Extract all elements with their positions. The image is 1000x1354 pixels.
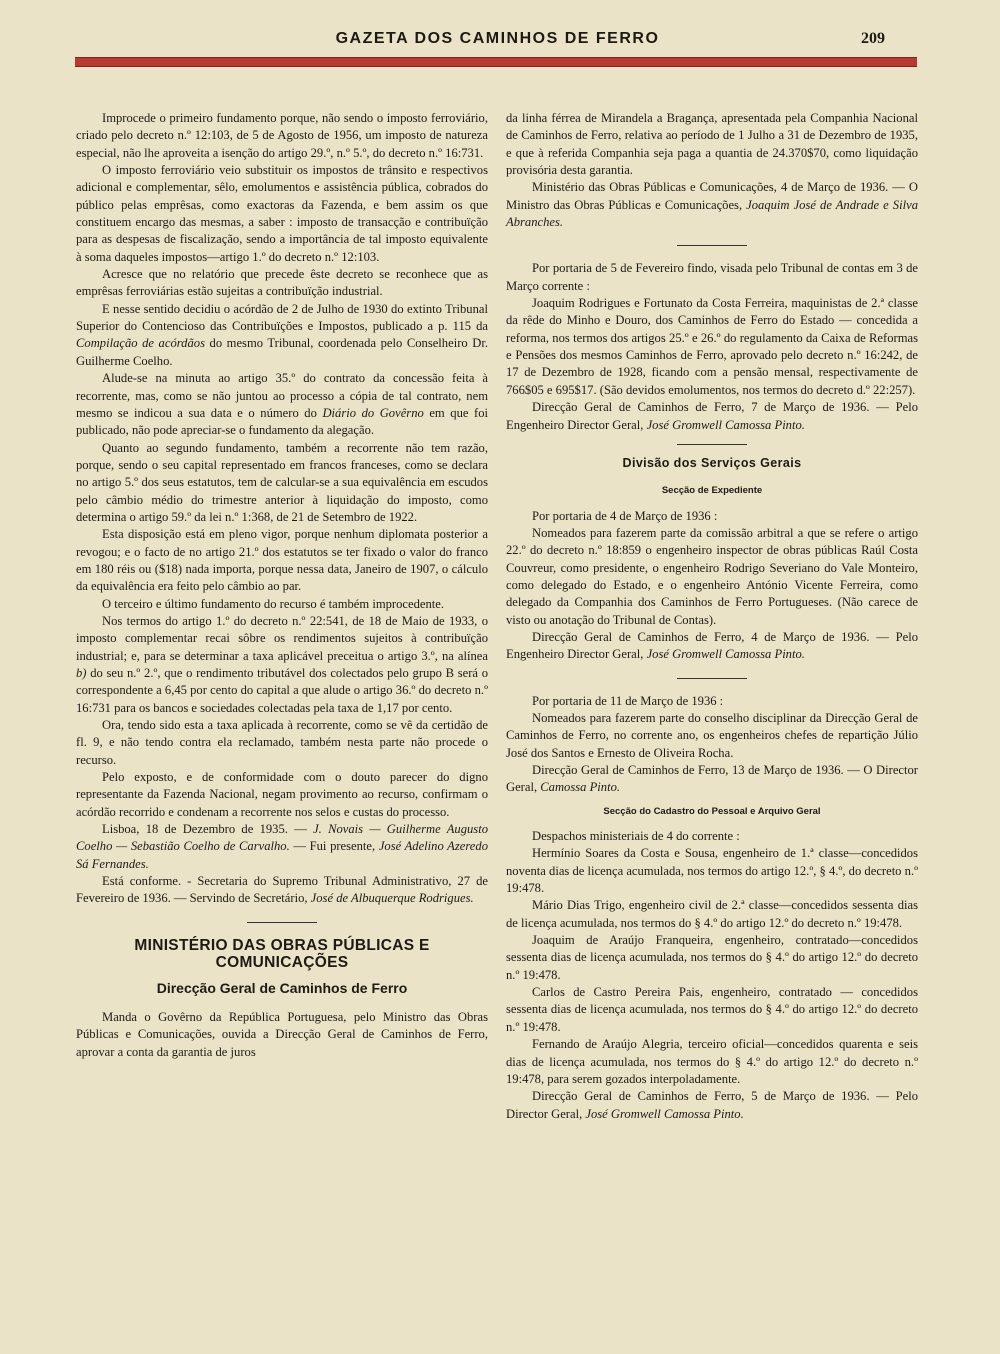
italic-text: b) [76,666,87,680]
separator-rule [677,678,747,679]
signatory: Camossa Pinto. [540,780,621,795]
paragraph: da linha férrea de Mirandela a Bragança, apresentada pela Companhia Nacional de Caminhos de Ferro, relativa ao período de 1 Julho a 31 de Dezembro de 1935, e que à referida Companhia seja paga a quantia de 24.370$70, como liquidação provisória desta garantia. [506,111,918,178]
paragraph: Manda o Govêrno da República Portuguesa, pelo Ministro das Obras Públicas e Comunicações, ouvida a Direcção Geral de Caminhos de Ferro, aprovar a conta da garantia de juros [76,1009,488,1059]
paragraph [506,762,918,797]
publication-reference: Diário do Govêrno [322,405,424,420]
text-run: Alude-se na minuta ao artigo 35.º do contrato da concessão feita à recorrente, mas, como se não juntou ao processo a cópia de tal contrato, nem mesmo se indicou a sua data e o número do [76,371,488,420]
text-run: Ministério das Obras Públicas e Comunicações, 4 de Março de 1936. — O Ministro das Obras Públicas e Comunicações, [506,180,918,212]
signatories: J. Novais — Guilherme Augusto Coelho — Sebastião Coelho de Carvalho. [76,822,488,854]
paragraph: Por portaria de 11 de Março de 1936 : [532,693,724,708]
paragraph [506,179,918,231]
paragraph: Improcede o primeiro fundamento porque, não sendo o imposto ferroviário, criado pelo decreto n.º 12:103, de 5 de Agosto de 1956, um imposto de natureza especial, não lhe aproveita a isenção do artigo 29.º, n.º 5.º, do decreto n.º 16:731. [76,111,488,160]
separator-rule [677,444,747,445]
paragraph: O imposto ferroviário veio substituir os impostos de trânsito e respectivos adicional e complementar, sêlo, emolumentos e assistência pública, cobrados do público pelas emprêsas, como exactoras da Fazenda, e bem assim os que constituem encargo das mesmas, a saber : imposto de transacção e contribuïção para as despesas de fiscalização, sendo a importância de tal imposto equivalente à soma daqueles impostos—artigo 1.º do decreto n.º 12:103. [76,163,488,264]
paragraph [506,399,918,434]
paragraph [506,1088,918,1123]
section-heading: Secção do Cadastro do Pessoal e Arquivo Geral [603,805,821,817]
division-heading: Divisão dos Serviços Gerais [622,455,802,470]
text-run: do mesmo Tribunal, coordenada pelo Conselheiro Dr. Guilherme Coelho. [76,336,488,368]
header-rule [75,57,917,67]
paragraph: Hermínio Soares da Costa e Sousa, engenheiro de 1.ª classe—concedidos noventa dias de licença acumulada, nos termos do artigo 12.º, § 4.º, do decreto n.º 19:478. [506,846,918,896]
paragraph [506,629,918,664]
signatory: José Gromwell Camossa Pinto. [646,647,805,662]
paragraph: Fernando de Araújo Alegria, terceiro oficial—concedidos quarenta e seis dias de licença acumulada, nos termos do § 4.º do artigo 12.º do decreto n.º 19:478, para serem gozados interpoladamente. [506,1037,918,1086]
paragraph: Carlos de Castro Pereira Pais, engenheiro, contratado — concedidos sessenta dias de licença acumulada, nos termos do § 4.º do artigo 12.º do decreto n.º 19:478. [506,985,918,1034]
signatory: José Gromwell Camossa Pinto. [585,1106,744,1121]
publication-title: GAZETA DOS CAMINHOS DE FERRO [335,30,660,47]
signatory: José de Albuquerque Rodrigues. [310,891,474,906]
ministry-heading: MINISTÉRIO DAS OBRAS PÚBLICAS E COMUNICAÇÕES [134,936,430,972]
paragraph: Por portaria de 4 de Março de 1936 : [532,508,718,523]
paragraph: Acresce que no relatório que precede êste decreto se reconhece que as emprêsas ferroviárias estão sujeitas a contribuïção industrial. [76,267,488,299]
paragraph [76,301,488,370]
paragraph: Por portaria de 5 de Fevereiro findo, visada pelo Tribunal de contas em 3 de Março corrente : [506,261,918,293]
direction-heading: Direcção Geral de Caminhos de Ferro [156,979,408,996]
text-run: Está conforme. - Secretaria do Supremo Tribunal Administrativo, 27 de Fevereiro de 1936. — Servindo de Secretário, [76,874,488,906]
text-run: Direcção Geral de Caminhos de Ferro, 13 de Março de 1936. — O Director Geral, [506,763,918,795]
paragraph: Mário Dias Trigo, engenheiro civil de 2.ª classe—concedidos sessenta dias de licença acumulada, nos termos do § 4.º do artigo 12.º do decreto n.º 19:478. [506,898,918,930]
text-run: Lisboa, 18 de Dezembro de 1935. — [102,822,314,837]
paragraph: Pelo exposto, e de conformidade com o douto parecer do digno representante da Fazenda Nacional, negam provimento ao recurso, confirmam o acórdão recorrido e condenam a recorrente nos selos e custas do processo. [76,770,488,819]
paragraph [76,370,488,439]
paragraph [76,821,488,873]
paragraph: Ora, tendo sido esta a taxa aplicada à recorrente, como se vê da certidão de fl. 9, e não tendo contra ela reclamado, também nesta parte não procede o recurso. [76,718,488,767]
text-run: Direcção Geral de Caminhos de Ferro, 7 de Março de 1936. — Pelo Engenheiro Director Geral, [506,400,918,432]
text-run: em que foi publicado, não pode apreciar-se o fundamento da alegação. [76,405,489,438]
separator-rule [677,245,747,246]
masthead [75,30,920,52]
paragraph: O terceiro e último fundamento do recurso é também improcedente. [102,596,445,611]
text-run: — Fui presente, [289,839,379,854]
paragraph: Joaquim Rodrigues e Fortunato da Costa Ferreira, maquinistas de 2.ª classe da rêde do Minho e Douro, dos Caminhos de Ferro do Estado — concedida a reforma, nos termos dos artigos 25.º e 26.º do regulamento da Caixa de Reformas e Pensões dos mesmos Caminhos de Ferro, aprovado pelo decreto n.º 16:242, de 17 de Dezembro de 1928, ficando com a pensão mensal, respectivamente de 766$05 e 695$17. (São devidos emolumentos, nos termos do decreto d.º 22:257). [506,296,918,397]
publication-reference: Compilação de acórdãos [76,336,205,351]
text-run: E nesse sentido decidiu o acórdão de 2 de Julho de 1930 do extinto Tribunal Superior do Contencioso das Contribuïções e Impostos, publicado a p. 115 da [76,301,488,334]
paragraph: Nomeados para fazerem parte da comissão arbitral a que se refere o artigo 22.º do decreto n.º 18:859 o engenheiro inspector de obras públicas Raúl Costa Couvreur, como presidente, o engenheiro Rodrigo Severiano do Vale Monteiro, como delegado do Estado, e o engenheiro António Vicente Ferreira, como delegado da Companhia dos Caminhos de Ferro Portugueses. (Não carece de visto ou anotação do Tribunal de Contas). [506,525,918,627]
paragraph: Despachos ministeriais de 4 do corrente : [532,829,740,844]
text-run: Nos termos do artigo 1.º do decreto n.º 22:541, de 18 de Maio de 1933, o imposto complementar recai sôbre os rendimentos sujeitos à contribuïção industrial; e, para se determinar a taxa aplicável preceitua o artigo 3.º, na alínea [76,613,488,663]
text-run: Direcção Geral de Caminhos de Ferro, 4 de Março de 1936. — Pelo Engenheiro Director Geral, [506,629,918,662]
paragraph [76,613,488,717]
signatory: Joaquim José de Andrade e Silva Abranches. [506,197,918,230]
section-heading: Secção de Expediente [661,485,763,497]
paragraph: Nomeados para fazerem parte do conselho disciplinar da Direcção Geral de Caminhos de Ferro, no corrente ano, os engenheiros chefes de repartição Júlio José dos Santos e Ernesto de Oliveira Rocha. [506,710,918,760]
signatory: José Gromwell Camossa Pinto. [646,417,805,432]
separator-rule [247,922,317,923]
paragraph [76,873,488,908]
page-number: 209 [861,30,885,47]
signatory: José Adelino Azeredo Sá Fernandes. [76,839,488,871]
paragraph: Quanto ao segundo fundamento, também a recorrente não tem razão, porque, sendo o seu capital representado em francos franceses, como se declara no artigo 5.º dos seus estatutos, tem de calcular-se a sua equivalência em escudos pelo câmbio médio do trimestre anterior à liquidação do imposto, como determina o artigo 59.º da lei n.º 1:368, de 21 de Setembro de 1922. [76,440,488,524]
text-run: Direcção Geral de Caminhos de Ferro, 5 de Março de 1936. — Pelo Director Geral, [506,1089,918,1121]
text-run: do seu n.º 2.º, que o rendimento tributável dos colectados pelo grupo B será o correspondente a 6,45 por cento do capital a que alude o artigo 36.º do decreto n.º 16:731 para os bancos e sociedades colectadas pela taxa de 1,17 por cento. [76,666,488,715]
right-column [506,110,918,1123]
left-column [76,110,488,1061]
paragraph: Joaquim de Araújo Franqueira, engenheiro, contratado—concedidos sessenta dias de licença acumulada, nos termos do § 4.º do artigo 12.º do decreto n.º 19:478. [506,933,918,982]
paragraph: Esta disposição está em pleno vigor, porque nenhum diplomata posterior a revogou; e o facto de no artigo 21.º dos estatutos se ter fixado o valor do franco em 180 réis ou ($18) nada importa, porque nessa data, Janeiro de 1907, o cálculo da equivalência era feito pelo câmbio ao par. [76,527,488,594]
